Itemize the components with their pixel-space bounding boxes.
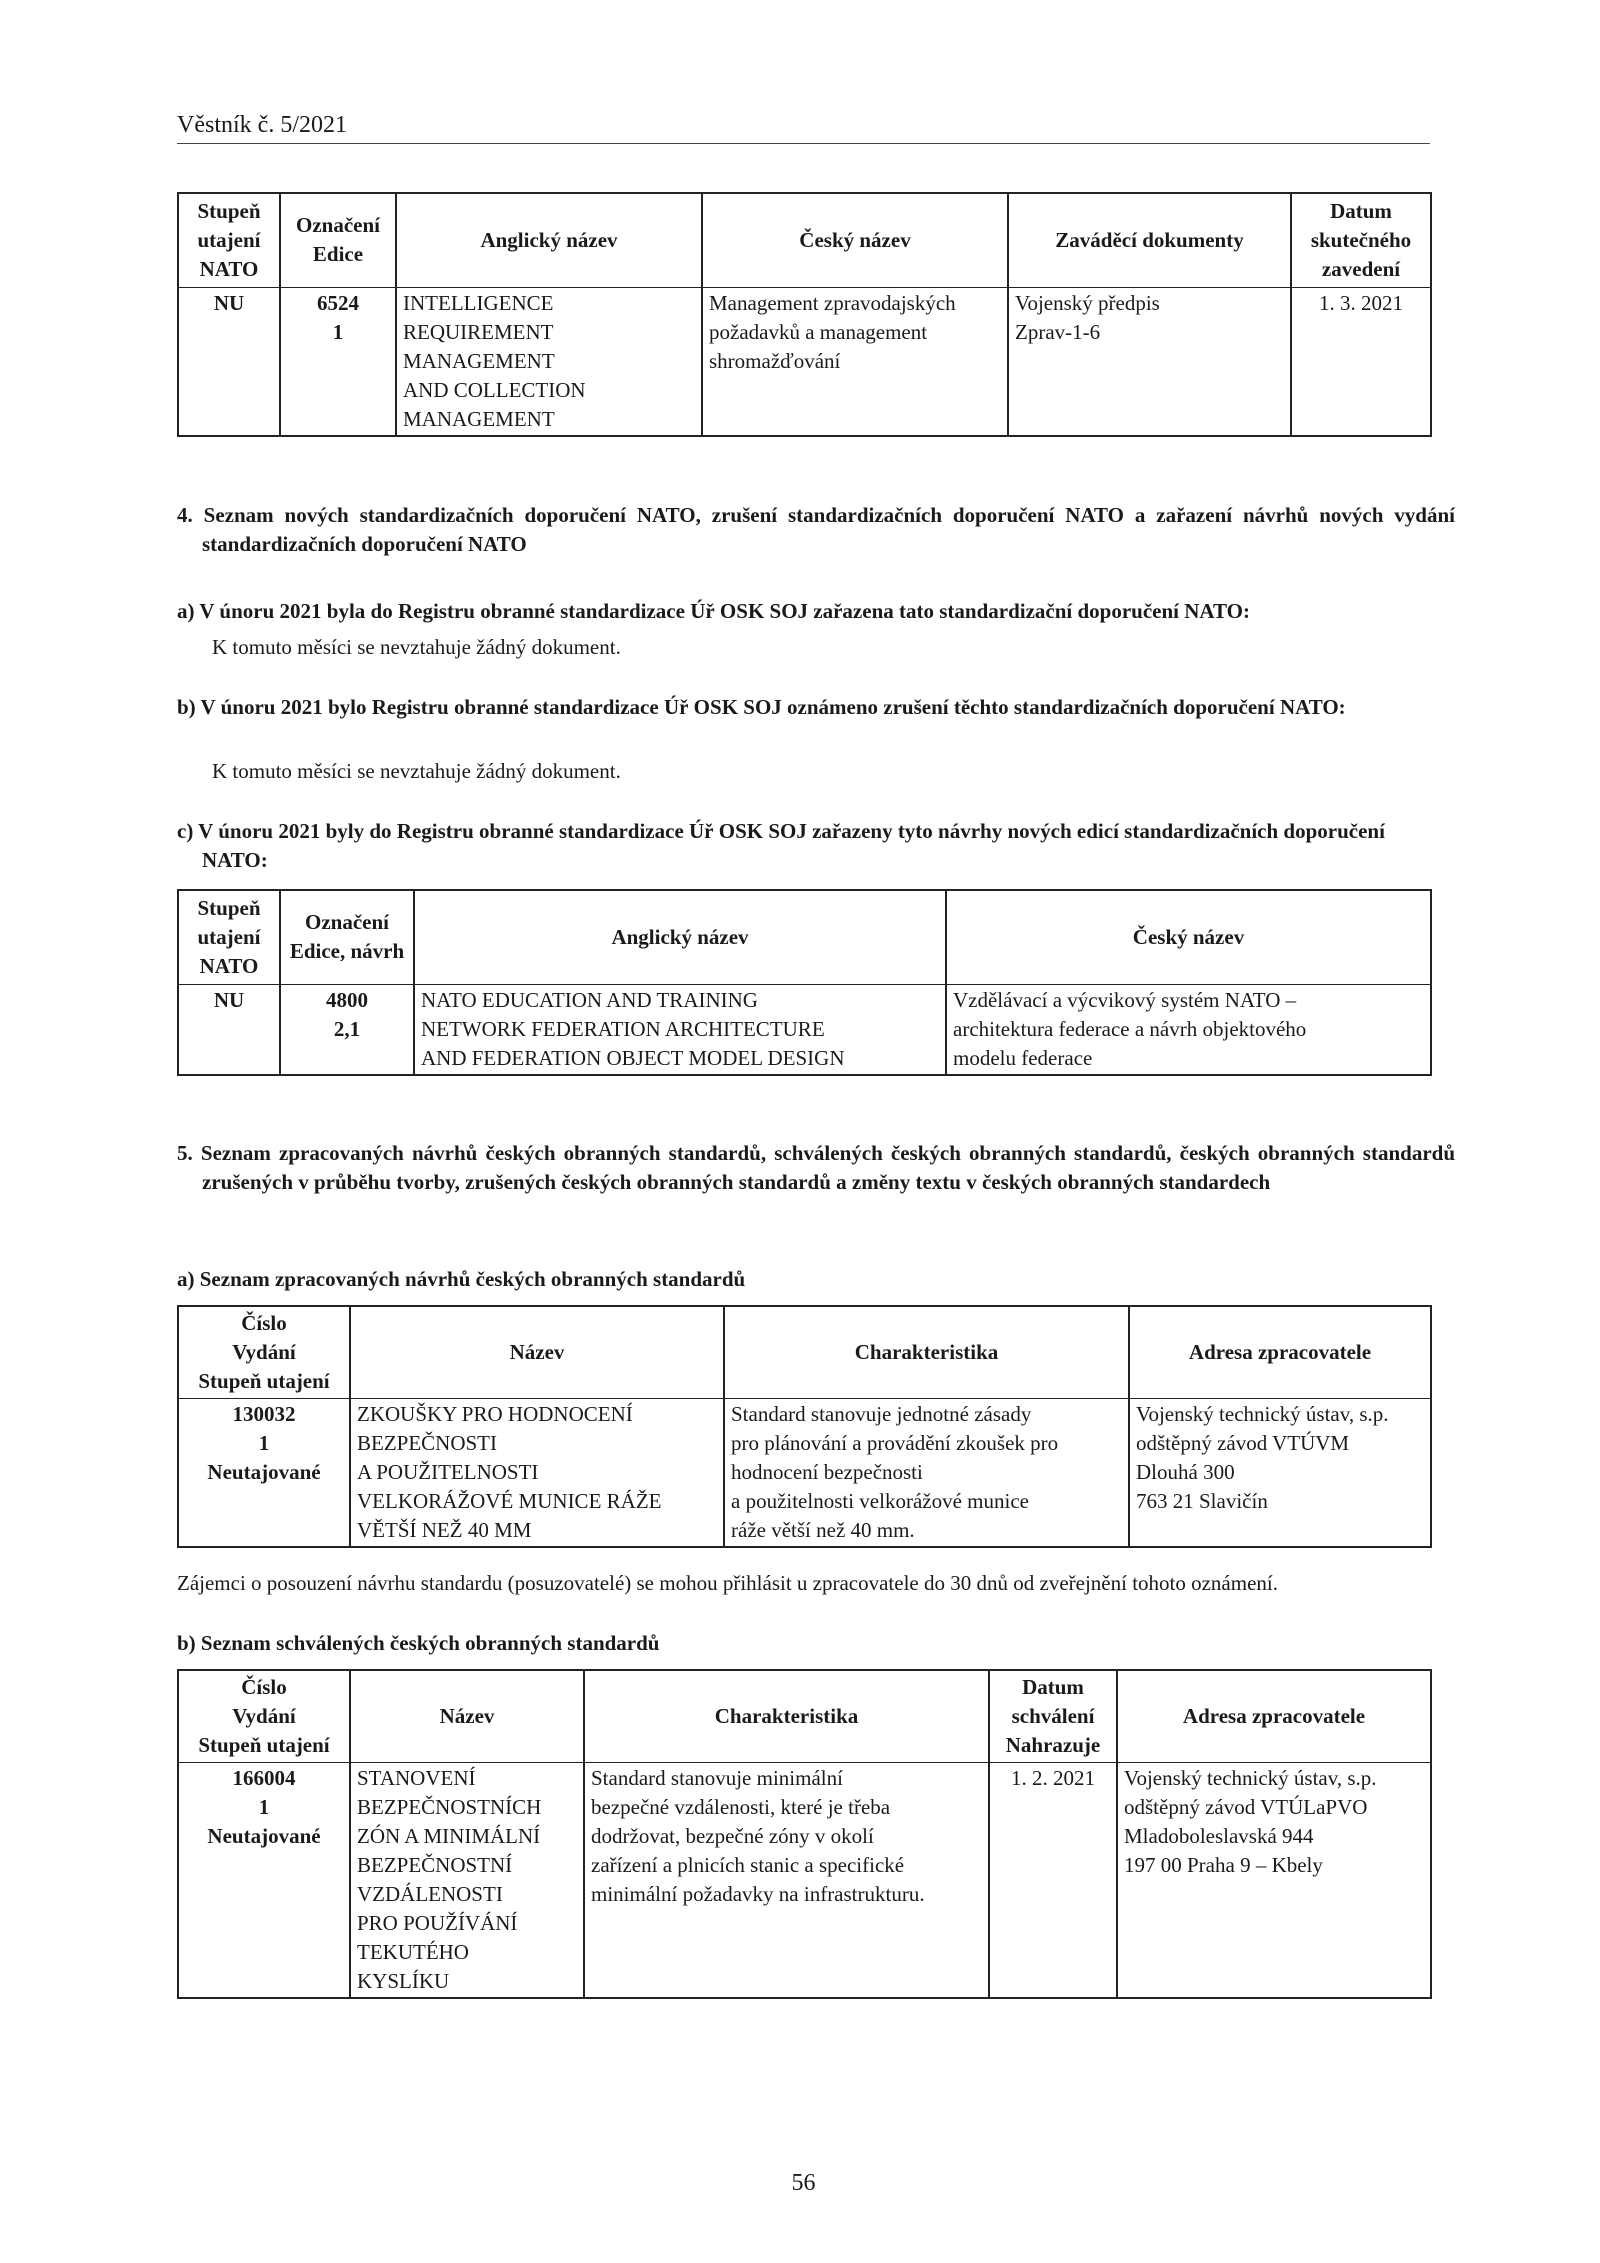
col-header-cesky: Český název (702, 193, 1008, 287)
col-header-adresa: Adresa zpracovatele (1117, 1670, 1431, 1762)
col-header-datum: Datum schválení Nahrazuje (989, 1670, 1117, 1762)
approved-standards-table (177, 1669, 1432, 1999)
col-header-cislo: Číslo Vydání Stupeň utajení (178, 1306, 350, 1398)
section-4a-note: K tomuto měsíci se nevztahuje žádný dokument. (212, 635, 621, 659)
table-row (178, 1762, 1431, 1998)
section-5a-note: Zájemci o posouzení návrhu standardu (posuzovatelé) se mohou přihlásit u zpracovatele do 30 dnů od zveřejnění tohoto oznámení. (177, 1571, 1278, 1595)
cell-cesky: Vzdělávací a výcvikový systém NATO – architektura federace a návrh objektového modelu federace (946, 984, 1431, 1075)
running-head: Věstník č. 5/2021 (177, 112, 1430, 144)
col-header-cislo: Číslo Vydání Stupeň utajení (178, 1670, 350, 1762)
cell-adresa: Vojenský technický ústav, s.p. odštěpný závod VTÚVM Dlouhá 300 763 21 Slavičín (1129, 1398, 1431, 1547)
cell-charakteristika: Standard stanovuje jednotné zásady pro plánování a provádění zkoušek pro hodnocení bezpečnosti a použitelnosti velkorážové munice ráže větší než 40 mm. (724, 1398, 1129, 1547)
cell-datum: 1. 3. 2021 (1291, 287, 1431, 436)
cell-stupen: NU (178, 984, 280, 1075)
col-header-anglicky: Anglický název (414, 890, 946, 984)
section-5b-title: b) Seznam schválených českých obranných standardů (177, 1631, 660, 1655)
draft-standards-table (177, 1305, 1432, 1548)
col-header-oznaceni: Označení Edice (280, 193, 396, 287)
nato-standards-table (177, 192, 1432, 437)
cell-nazev: ZKOUŠKY PRO HODNOCENÍ BEZPEČNOSTI A POUŽITELNOSTI VELKORÁŽOVÉ MUNICE RÁŽE VĚTŠÍ NEŽ 40 MM (350, 1398, 724, 1547)
cell-stupen: NU (178, 287, 280, 436)
section-4-title: 4. Seznam nových standardizačních doporučení NATO, zrušení standardizačních doporučení NATO a zařazení návrhů nových vydání standardizačních doporučení NATO (177, 503, 1455, 556)
cell-oznaceni: 6524 1 (280, 287, 396, 436)
table-row (178, 984, 1431, 1075)
col-header-nazev: Název (350, 1670, 584, 1762)
col-header-adresa: Adresa zpracovatele (1129, 1306, 1431, 1398)
col-header-dokumenty: Zaváděcí dokumenty (1008, 193, 1291, 287)
cell-anglicky: NATO EDUCATION AND TRAINING NETWORK FEDERATION ARCHITECTURE AND FEDERATION OBJECT MODEL DESIGN (414, 984, 946, 1075)
col-header-datum: Datum skutečného zavedení (1291, 193, 1431, 287)
col-header-cesky: Český název (946, 890, 1431, 984)
section-4b-note: K tomuto měsíci se nevztahuje žádný dokument. (212, 759, 621, 783)
table-row (178, 1398, 1431, 1547)
col-header-charakteristika: Charakteristika (724, 1306, 1129, 1398)
col-header-oznaceni: Označení Edice, návrh (280, 890, 414, 984)
cell-cislo: 130032 1 Neutajované (178, 1398, 350, 1547)
cell-cislo: 166004 1 Neutajované (178, 1762, 350, 1998)
cell-nazev: STANOVENÍ BEZPEČNOSTNÍCH ZÓN A MINIMÁLNÍ BEZPEČNOSTNÍ VZDÁLENOSTI PRO POUŽÍVÁNÍ TEKUTÉHO KYSLÍKU (350, 1762, 584, 1998)
cell-anglicky: INTELLIGENCE REQUIREMENT MANAGEMENT AND COLLECTION MANAGEMENT (396, 287, 702, 436)
cell-oznaceni: 4800 2,1 (280, 984, 414, 1075)
nato-draft-editions-table (177, 889, 1432, 1076)
cell-datum: 1. 2. 2021 (989, 1762, 1117, 1998)
section-4b-title: b) V únoru 2021 bylo Registru obranné standardizace Úř OSK SOJ oznámeno zrušení těchto standardizačních doporučení NATO: (177, 695, 1346, 719)
table-row (178, 287, 1431, 436)
cell-cesky: Management zpravodajských požadavků a management shromažďování (702, 287, 1008, 436)
section-5-title: 5. Seznam zpracovaných návrhů českých obranných standardů, schválených českých obranných standardů, českých obranných standardů zrušených v průběhu tvorby, zrušených českých obranných standardů a změny textu v českých obranných standardech (177, 1141, 1455, 1194)
cell-dokumenty: Vojenský předpis Zprav-1-6 (1008, 287, 1291, 436)
col-header-nazev: Název (350, 1306, 724, 1398)
section-5a-title: a) Seznam zpracovaných návrhů českých obranných standardů (177, 1267, 746, 1291)
col-header-anglicky: Anglický název (396, 193, 702, 287)
page-number: 56 (791, 2170, 816, 2196)
section-4a-title: a) V únoru 2021 byla do Registru obranné standardizace Úř OSK SOJ zařazena tato standardizační doporučení NATO: (177, 599, 1250, 623)
cell-adresa: Vojenský technický ústav, s.p. odštěpný závod VTÚLaPVO Mladoboleslavská 944 197 00 Praha 9 – Kbely (1117, 1762, 1431, 1998)
cell-charakteristika: Standard stanovuje minimální bezpečné vzdálenosti, které je třeba dodržovat, bezpečné zóny v okolí zařízení a plnicích stanic a specifické minimální požadavky na infrastrukturu. (584, 1762, 989, 1998)
col-header-stupen: Stupeň utajení NATO (178, 890, 280, 984)
col-header-charakteristika: Charakteristika (584, 1670, 989, 1762)
col-header-stupen: Stupeň utajení NATO (178, 193, 280, 287)
section-4c-title: c) V únoru 2021 byly do Registru obranné standardizace Úř OSK SOJ zařazeny tyto návrhy nových edicí standardizačních doporučení NATO: (177, 819, 1385, 872)
